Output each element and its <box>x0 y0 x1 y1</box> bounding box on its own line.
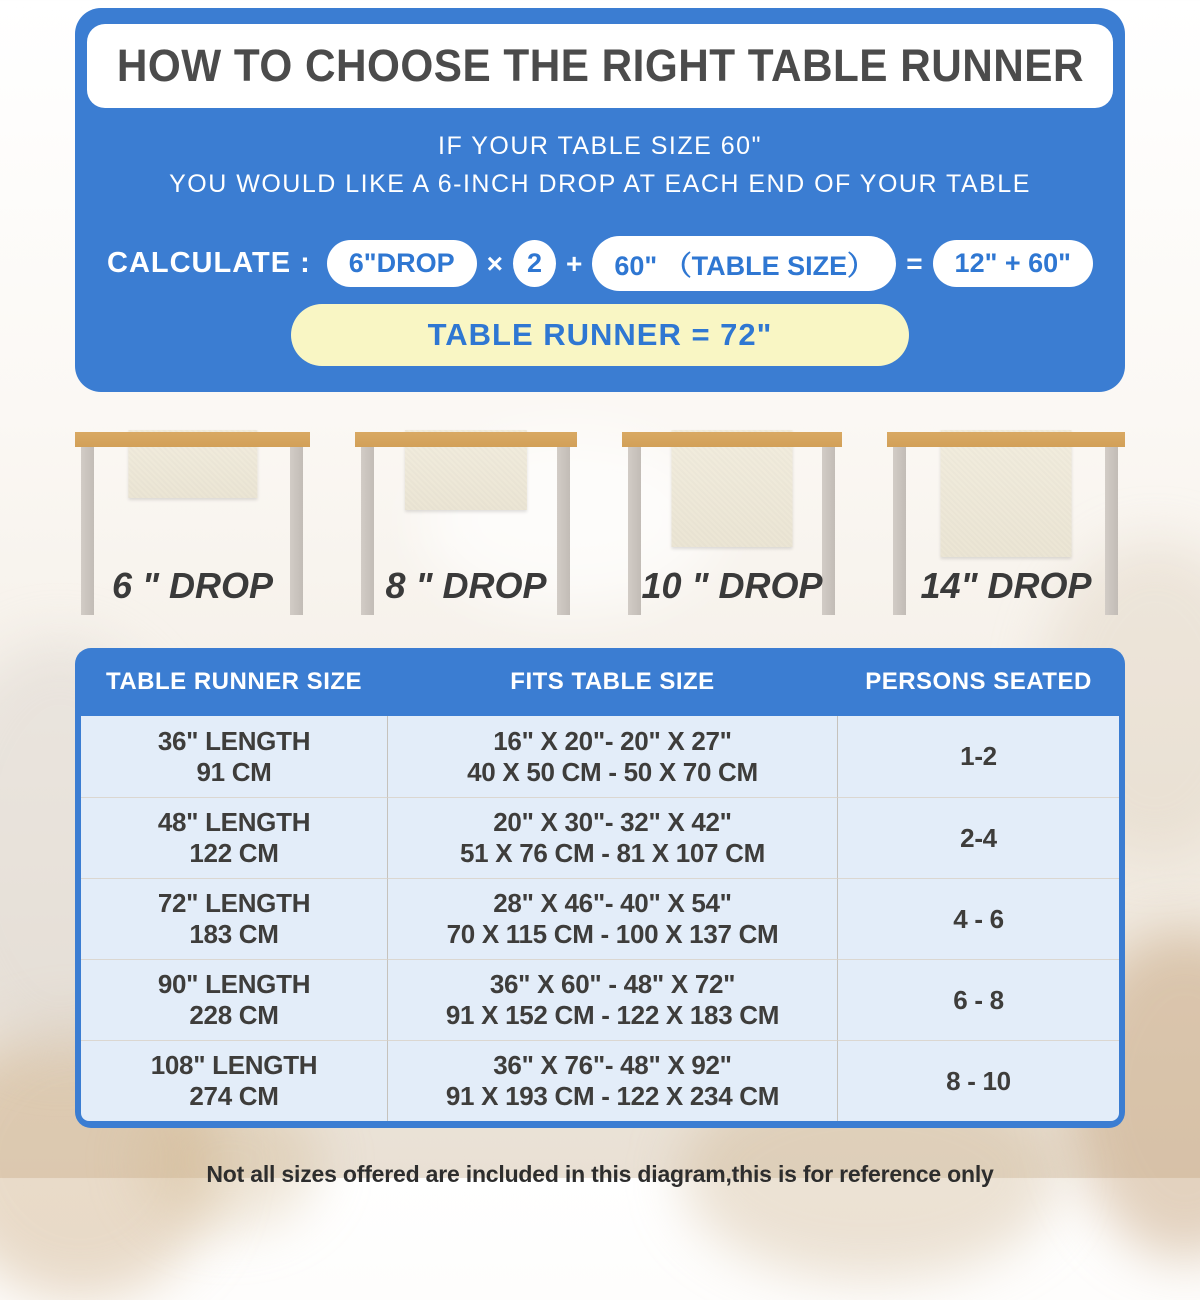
fits-size-inches: 36" X 76"- 48" X 92" <box>493 1050 732 1080</box>
persons-cell <box>838 797 1119 878</box>
table-figure-14-drop <box>887 420 1125 635</box>
size-table-panel <box>75 648 1125 1128</box>
fits-size-cm: 91 X 152 CM - 122 X 183 CM <box>445 1000 780 1030</box>
tabletop <box>75 432 310 447</box>
table-runner <box>672 430 793 547</box>
persons-value: 4 - 6 <box>953 903 1004 934</box>
runner-size-cm: 274 CM <box>189 1081 279 1111</box>
result-pill: TABLE RUNNER = 72" <box>291 304 909 366</box>
fits-size-cell <box>387 716 838 797</box>
tabletop <box>622 432 842 447</box>
runner-size-cell <box>81 716 387 797</box>
drop-value-pill: 6"DROP <box>327 240 477 287</box>
runner-size-cm: 183 CM <box>189 919 279 949</box>
calculation-row <box>75 236 1125 291</box>
header-panel <box>75 8 1125 392</box>
runner-size-inches: 72" LENGTH <box>157 888 311 918</box>
size-table-body <box>81 716 1119 1121</box>
page-title: HOW TO CHOOSE THE RIGHT TABLE RUNNER <box>116 40 1084 91</box>
fits-size-cell <box>387 878 838 959</box>
persons-cell <box>838 1040 1119 1121</box>
fits-size-cell <box>387 959 838 1040</box>
fits-size-inches: 28" X 46"- 40" X 54" <box>493 888 732 918</box>
runner-size-cell <box>81 959 387 1040</box>
runner-size-cm: 228 CM <box>189 1000 279 1030</box>
sum-pill: 12" + 60" <box>933 240 1093 287</box>
table-figure-8-drop <box>355 420 577 635</box>
table-figure-6-drop <box>75 420 310 635</box>
multiply-operator: × <box>486 247 503 279</box>
persons-value: 2-4 <box>960 822 997 853</box>
table-size-pill: 60" （TABLE SIZE） <box>592 236 896 291</box>
header-cell-fits-table-size: FITS TABLE SIZE <box>510 668 715 695</box>
runner-size-cell <box>81 797 387 878</box>
fits-size-cm: 91 X 193 CM - 122 X 234 CM <box>445 1081 780 1111</box>
persons-value: 1-2 <box>960 741 997 771</box>
subtitle-line-1: IF YOUR TABLE SIZE 60" <box>438 132 762 160</box>
footer-note: Not all sizes offered are included in this diagram,this is for reference only <box>206 1161 994 1187</box>
runner-size-inches: 108" LENGTH <box>150 1050 318 1080</box>
fits-size-cm: 40 X 50 CM - 50 X 70 CM <box>467 756 758 787</box>
runner-size-inches: 36" LENGTH <box>157 725 311 756</box>
header-cell-runner-size: TABLE RUNNER SIZE <box>105 668 363 695</box>
runner-size-cell <box>81 878 387 959</box>
persons-value: 6 - 8 <box>953 984 1004 1015</box>
persons-value: 8 - 10 <box>946 1065 1011 1096</box>
calculate-label: CALCULATE : <box>107 247 311 279</box>
drop-diagrams <box>75 420 1125 635</box>
header-cell-persons-seated: PERSONS SEATED <box>865 668 1092 695</box>
fits-size-inches: 20" X 30"- 32" X 42" <box>493 807 732 837</box>
drop-label: 10 " DROP <box>641 565 823 606</box>
runner-size-cm: 122 CM <box>189 838 279 868</box>
plus-operator: + <box>565 247 583 279</box>
persons-cell <box>838 959 1119 1040</box>
table-runner <box>941 430 1072 557</box>
persons-cell <box>838 878 1119 959</box>
tabletop <box>355 432 577 447</box>
drop-label: 14" DROP <box>920 565 1092 606</box>
persons-cell <box>838 716 1119 797</box>
table-figure-10-drop <box>622 420 842 635</box>
fits-size-cm: 70 X 115 CM - 100 X 137 CM <box>446 919 779 949</box>
drop-label: 6 " DROP <box>111 565 274 606</box>
size-table-header <box>81 648 1119 716</box>
fits-size-cm: 51 X 76 CM - 81 X 107 CM <box>460 838 765 868</box>
runner-size-cm: 91 CM <box>196 756 272 787</box>
runner-size-inches: 48" LENGTH <box>157 807 311 837</box>
tabletop <box>887 432 1125 447</box>
equals-operator: = <box>906 247 923 279</box>
runner-size-cell <box>81 1040 387 1121</box>
fits-size-cell <box>387 1040 838 1121</box>
fits-size-cell <box>387 797 838 878</box>
drop-label: 8 " DROP <box>385 565 547 606</box>
subtitle-line-2: YOU WOULD LIKE A 6-INCH DROP AT EACH END OF YOUR TABLE <box>169 170 1031 198</box>
runner-size-inches: 90" LENGTH <box>157 969 311 999</box>
fits-size-inches: 36" X 60" - 48" X 72" <box>489 969 736 999</box>
fits-size-inches: 16" X 20"- 20" X 27" <box>493 725 732 756</box>
multiplier-pill: 2 <box>513 240 556 287</box>
title-box <box>87 24 1113 108</box>
